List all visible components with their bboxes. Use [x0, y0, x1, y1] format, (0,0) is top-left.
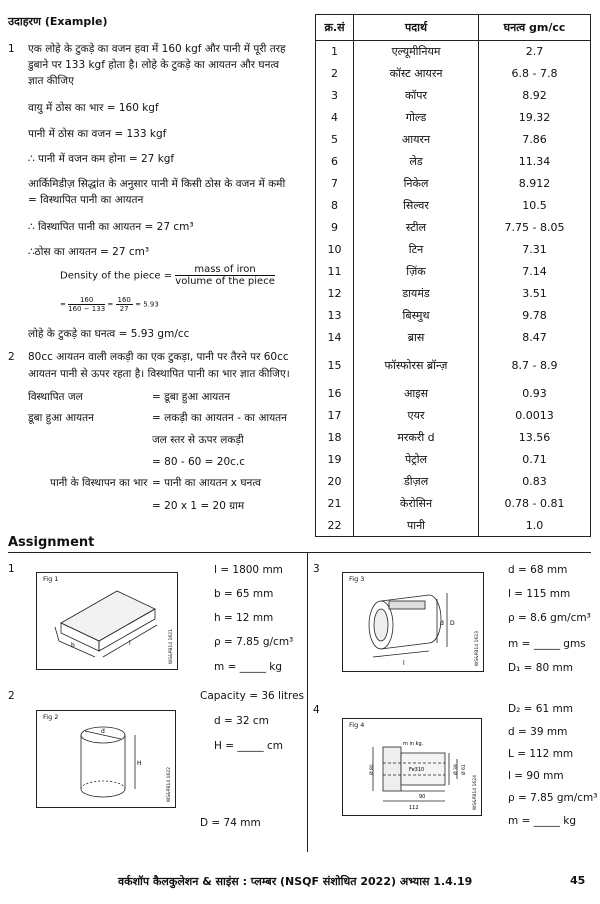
q3-number: 3	[313, 563, 320, 575]
calc-fraction-2	[116, 296, 133, 313]
q3-line-1: d = 68 mm	[508, 564, 568, 576]
row-density: 8.92	[479, 85, 591, 107]
q3-line-2: l = 115 mm	[508, 588, 571, 600]
table-row	[316, 283, 591, 305]
problem-1-line-3: ज्ञात कीजिए	[28, 75, 74, 87]
svg-text:l: l	[403, 660, 405, 667]
row-material: कॉपर	[404, 89, 428, 102]
row-serial: 7	[316, 173, 354, 195]
step-6: ∴ठोस का आयतन = 27 cm³	[28, 246, 150, 258]
q1-line-5: m = _____ kg	[214, 661, 283, 673]
row-density: 19.32	[479, 107, 591, 129]
step-1: वायु में ठोस का भार = 160 kgf	[28, 102, 159, 114]
row-material: पेट्रोल	[404, 453, 428, 466]
row-serial: 21	[316, 493, 354, 515]
solution-row-5-value: = पानी का आयतन x घनत्व	[152, 477, 262, 489]
hollow-cylinder-drawing	[343, 573, 483, 671]
q4-figure-dim-39: Ø 39	[454, 764, 459, 775]
solution-row-5-label: पानी के विस्थापन का भार	[50, 477, 148, 489]
row-serial: 4	[316, 107, 354, 129]
solution-row-1-label: विस्थापित जल	[28, 391, 83, 403]
row-density: 8.7 - 8.9	[479, 349, 591, 383]
row-density: 1.0	[479, 515, 591, 537]
table-row	[316, 427, 591, 449]
q2-figure-label: Fig 2	[43, 713, 59, 721]
row-density: 13.56	[479, 427, 591, 449]
header-serial: क्र.सं	[316, 15, 354, 41]
row-density: 7.31	[479, 239, 591, 261]
row-serial: 2	[316, 63, 354, 85]
solution-row-6-value: = 20 x 1 = 20 ग्राम	[152, 500, 245, 512]
table-row	[316, 471, 591, 493]
q2-line-3: H = _____ cm	[214, 740, 283, 752]
q1-line-3: h = 12 mm	[214, 612, 274, 624]
row-density: 9.78	[479, 305, 591, 327]
q3-figure-label: Fig 3	[349, 575, 365, 583]
table-row	[316, 217, 591, 239]
table-row	[316, 195, 591, 217]
q3-figure-id: WS&PB14 1623	[475, 630, 480, 666]
row-serial: 5	[316, 129, 354, 151]
row-material: निकेल	[403, 177, 429, 190]
row-serial: 12	[316, 283, 354, 305]
table-row	[316, 151, 591, 173]
assignment-divider	[8, 552, 591, 553]
table-row	[316, 493, 591, 515]
row-material: स्टील	[405, 221, 427, 234]
calc-denominator-1: 160 − 133	[68, 305, 106, 313]
row-serial: 1	[316, 41, 354, 63]
row-material: फॉस्फोरस ब्रॉन्ज़	[384, 359, 448, 372]
q3-line-3: ρ = 8.6 gm/cm³	[508, 612, 591, 624]
row-material: केरोसिन	[399, 497, 433, 510]
row-density: 8.47	[479, 327, 591, 349]
q4-figure-dim-61: Ø 61	[462, 764, 467, 775]
q2-figure-id: WS&PB14 1622	[167, 766, 172, 802]
stepped-pipe-drawing	[343, 719, 481, 815]
row-density: 2.7	[479, 41, 591, 63]
example-heading: उदाहरण (Example)	[8, 15, 108, 28]
svg-text:l: l	[129, 640, 131, 647]
assignment-heading: Assignment	[8, 535, 95, 550]
table-row	[316, 261, 591, 283]
svg-text:b: b	[71, 642, 75, 649]
table-row	[316, 327, 591, 349]
row-material: बिस्मुथ	[402, 309, 430, 322]
table-row	[316, 85, 591, 107]
q4-line-4: l = 90 mm	[508, 770, 564, 782]
q4-line-6: m = _____ kg	[508, 815, 577, 827]
density-table	[315, 14, 591, 537]
q1-figure-id: WS&PB14 1621	[169, 628, 174, 664]
row-density: 7.75 - 8.05	[479, 217, 591, 239]
q1-figure-label: Fig 1	[43, 575, 59, 583]
row-density: 7.86	[479, 129, 591, 151]
q3-figure	[342, 572, 484, 672]
svg-text:d: d	[101, 728, 105, 735]
page-number: 45	[570, 874, 586, 887]
table-row	[316, 173, 591, 195]
q1-line-4: ρ = 7.85 g/cm³	[214, 636, 294, 648]
calc-numerator-2: 160	[117, 296, 131, 304]
table-row	[316, 107, 591, 129]
q2-line-4: D = 74 mm	[200, 817, 261, 829]
row-serial: 11	[316, 261, 354, 283]
q1-figure	[36, 572, 178, 670]
row-material: लेड	[409, 155, 423, 168]
q2-figure	[36, 710, 176, 808]
row-density: 10.5	[479, 195, 591, 217]
q4-line-1: D₂ = 61 mm	[508, 703, 573, 715]
row-material: मरकरी d	[397, 431, 435, 444]
step-4-line-2: = विस्थापित पानी का आयतन	[28, 194, 144, 206]
q4-line-3: L = 112 mm	[508, 748, 574, 760]
step-2: पानी में ठोस का वजन = 133 kgf	[28, 128, 167, 140]
row-material: डीज़ल	[403, 475, 429, 488]
table-row	[316, 383, 591, 405]
table-row	[316, 305, 591, 327]
solution-row-2-value: = लकड़ी का आयतन - का आयतन	[152, 412, 287, 424]
row-serial: 3	[316, 85, 354, 107]
calc-numerator-1: 160	[68, 296, 105, 305]
assignment-center-divider	[307, 552, 308, 852]
header-material: पदार्थ	[354, 15, 479, 41]
solution-row-4-value: = 80 - 60 = 20c.c	[152, 456, 246, 468]
table-row	[316, 515, 591, 537]
row-material: पानी	[354, 515, 479, 537]
density-calculation	[60, 296, 159, 313]
step-7: लोहे के टुकड़े का घनत्व = 5.93 gm/cc	[28, 328, 190, 340]
problem-1-line-2: डुबाने पर 133 kgf होता है। लोहे के टुकड़े का आयतन और घनत्व	[28, 59, 280, 71]
svg-text:D: D	[450, 620, 455, 627]
solution-row-2-label: डूबा हुआ आयतन	[28, 412, 94, 424]
row-density: 3.51	[479, 283, 591, 305]
row-density: 0.78 - 0.81	[479, 493, 591, 515]
row-serial: 14	[316, 327, 354, 349]
row-material: कॉस्ट आयरन	[389, 67, 443, 80]
row-serial: 20	[316, 471, 354, 493]
density-table-header	[316, 15, 591, 41]
step-4-line-1: आर्किमिडीज़ सिद्धांत के अनुसार पानी में किसी ठोस के वजन में कमी	[28, 178, 286, 190]
row-density: 6.8 - 7.8	[479, 63, 591, 85]
table-row	[316, 405, 591, 427]
footer-text: वर्कशॉप कैलकुलेशन & साइंस : प्लम्बर (NSQF संशोधित 2022) अभ्यास 1.4.19	[118, 875, 473, 888]
density-formula-lhs: Density of the piece =	[60, 270, 173, 282]
q4-figure-dim-90: 90	[419, 794, 426, 800]
row-material: एयर	[407, 409, 425, 422]
calc-fraction-1	[68, 296, 105, 313]
table-row	[316, 349, 591, 383]
calc-result: = 5.93	[135, 300, 159, 309]
row-density: 7.14	[479, 261, 591, 283]
row-serial: 17	[316, 405, 354, 427]
q4-figure-note: m in kg.	[403, 741, 424, 747]
q3-line-5: D₁ = 80 mm	[508, 662, 573, 674]
row-serial: 22	[316, 515, 354, 537]
density-denominator: volume of the piece	[175, 276, 275, 287]
row-density: 0.83	[479, 471, 591, 493]
row-serial: 15	[316, 349, 354, 383]
problem-2-line-1: 80cc आयतन वाली लकड़ी का एक टुकड़ा, पानी पर तैरने पर 60cc	[28, 351, 289, 363]
row-serial: 13	[316, 305, 354, 327]
q4-line-2: d = 39 mm	[508, 726, 568, 738]
calc-equals-2: =	[107, 300, 114, 309]
row-material: आइस	[403, 387, 429, 400]
row-serial: 19	[316, 449, 354, 471]
q4-figure-id: WS&PB14 1624	[473, 774, 478, 810]
density-numerator: mass of iron	[175, 264, 275, 276]
density-formula	[60, 264, 275, 287]
table-row	[316, 239, 591, 261]
solution-row-3-value: जल स्तर से ऊपर लकड़ी	[152, 434, 244, 446]
q2-line-2: d = 32 cm	[214, 715, 269, 727]
solution-row-1-value: = डूबा हुआ आयतन	[152, 391, 231, 403]
row-material: आयरन	[401, 133, 431, 146]
rectangular-block-drawing	[37, 573, 177, 669]
row-density: 8.912	[479, 173, 591, 195]
row-material: ज़िंक	[406, 265, 426, 278]
q4-figure-dim-112: 112	[409, 805, 419, 811]
q2-number: 2	[8, 690, 15, 702]
table-row	[316, 449, 591, 471]
row-density: 0.93	[479, 383, 591, 405]
q4-figure-label: Fig 4	[349, 721, 365, 729]
row-material: गोल्ड	[405, 111, 427, 124]
q2-line-1: Capacity = 36 litres	[200, 690, 305, 702]
table-row	[316, 41, 591, 63]
q3-line-4: m = _____ gms	[508, 638, 586, 650]
problem-1-number: 1	[8, 43, 15, 55]
q4-number: 4	[313, 704, 320, 716]
q4-line-5: ρ = 7.85 gm/cm³	[508, 792, 598, 804]
problem-2-line-2: आयतन पानी से ऊपर रहता है। विस्थापित पानी का भार ज्ञात कीजिए।	[28, 368, 290, 380]
row-density: 11.34	[479, 151, 591, 173]
table-row	[316, 63, 591, 85]
row-serial: 9	[316, 217, 354, 239]
row-material: ब्रास	[407, 331, 425, 344]
row-density: 0.0013	[479, 405, 591, 427]
row-serial: 6	[316, 151, 354, 173]
row-density: 0.71	[479, 449, 591, 471]
q1-line-2: b = 65 mm	[214, 588, 274, 600]
row-material: सिल्वर	[403, 199, 429, 212]
step-5: ∴ विस्थापित पानी का आयतन = 27 cm³	[28, 221, 194, 233]
q1-line-1: l = 1800 mm	[214, 564, 283, 576]
calc-denominator-2: 27	[119, 305, 129, 313]
row-serial: 8	[316, 195, 354, 217]
q4-figure-dim-80: Ø 80	[370, 764, 375, 775]
header-density: घनत्व gm/cc	[479, 15, 591, 41]
step-3: ∴ पानी में वजन कम होना = 27 kgf	[28, 153, 175, 165]
table-row	[316, 129, 591, 151]
q1-number: 1	[8, 563, 15, 575]
problem-2-number: 2	[8, 351, 15, 363]
row-serial: 16	[316, 383, 354, 405]
cylinder-drawing	[37, 711, 175, 807]
row-material: डायमंड	[402, 287, 430, 300]
row-material: टिन	[408, 243, 424, 256]
row-material: एल्यूमीनियम	[391, 45, 441, 59]
q4-figure	[342, 718, 482, 816]
calc-equals-1: =	[60, 300, 66, 309]
row-serial: 18	[316, 427, 354, 449]
row-serial: 10	[316, 239, 354, 261]
svg-text:H: H	[137, 760, 142, 767]
q4-figure-material: Fe310	[409, 767, 425, 773]
svg-text:d: d	[440, 620, 444, 627]
density-fraction	[175, 264, 275, 287]
problem-1-line-1: एक लोहे के टुकड़े का वजन हवा में 160 kgf और पानी में पूरी तरह	[28, 43, 286, 55]
